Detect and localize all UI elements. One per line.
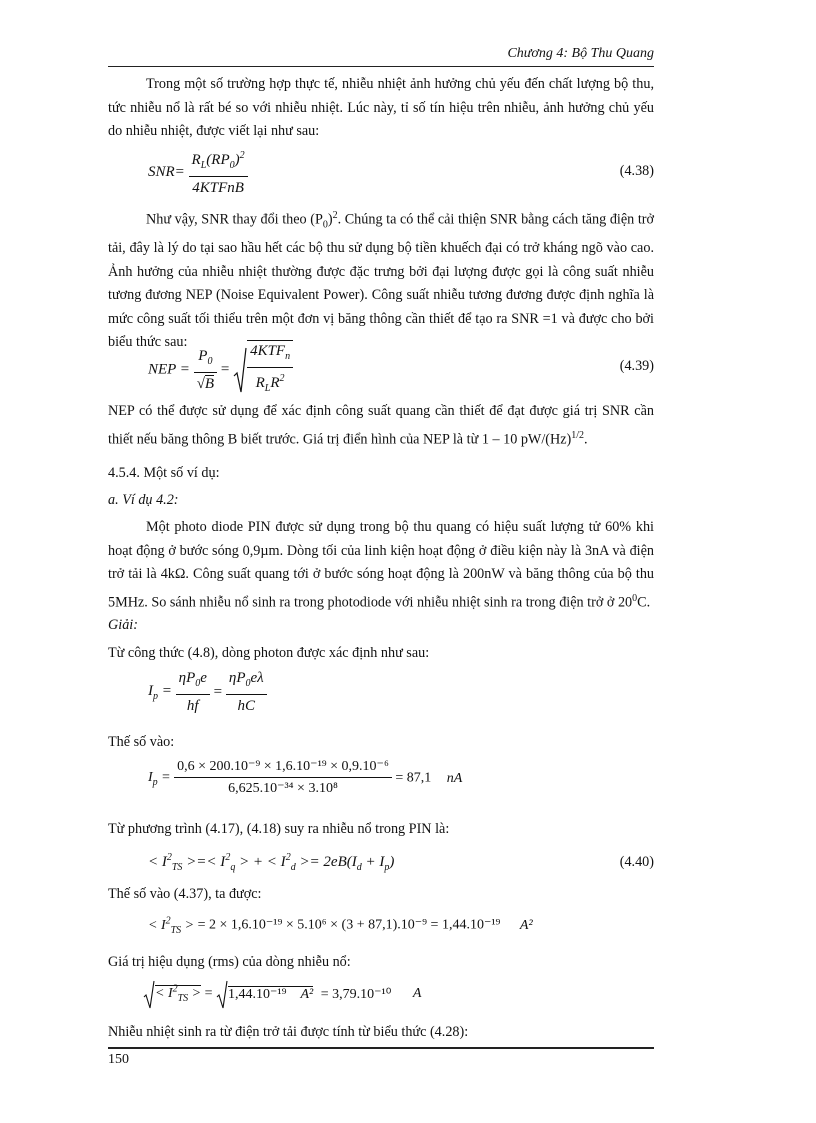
equation-4-40: < $I^2_{TS}$ >=< $I^2_q$ > + < $I^2_d >= 2eB(I_d + I_p)$ bbox=[148, 852, 395, 873]
example-heading: a. Ví dụ 4.2: bbox=[108, 492, 179, 508]
paragraph-example-statement: Một photo diode PIN được sử dụng trong bộ thu quang có hiệu suất lượng tử 60% khi hoạt động ở bước sóng 0,9µm. Dòng tối của linh kiện hoạt động ở điều kiện này là 3nA và điện trở tải là 4kΩ. Công suất quang tới ở bước sóng hoạt động là 200nW và băng thông của bộ thu 5MHz. So sánh nhiễu nổ sinh ra trong photodiode với nhiễu nhiệt sinh ra trong điện trở ở $20^0C$. bbox=[108, 519, 654, 611]
solution-line-1: Từ công thức (4.8), dòng photon được xác định như sau: bbox=[108, 645, 430, 661]
equation-label-4-38: (4.38) bbox=[619, 163, 654, 179]
solution-line-6: Nhiễu nhiệt sinh ra từ điện trở tải được tính từ biểu thức (4.28): bbox=[108, 1024, 469, 1040]
solution-line-3: Từ phương trình (4.17), (4.18) suy ra nhiễu nổ trong PIN là: bbox=[108, 821, 450, 837]
equation-4-39: NEP = $\frac{P_0}{√B}$ = $\frac{4KTF_n}{R_LR^2}$ bbox=[148, 340, 293, 400]
header-rule bbox=[108, 66, 654, 67]
paragraph-thermal-noise: Trong một số trường hợp thực tế, nhiễu nhiệt ảnh hưởng chủ yếu đến chất lượng bộ thu, tức nhiễu nổ là rất bé so với nhiễu nhiệt. Lúc này, tỉ số tín hiệu trên nhiễu, ảnh hưởng chủ yếu do nhiễu nhiệt, được viết lại như sau: bbox=[108, 76, 654, 139]
equation-photocurrent: $I_p$ = $\frac{\eta P_0e}{hf}$ = $\frac{\eta P_0e\lambda}{hC}$ bbox=[148, 668, 267, 717]
paragraph-nep-definition: Như vậy, SNR thay đổi theo $(P_0)^2$. Chúng ta có thể cải thiện SNR bằng cách tăng điện trở tải, đây là lý do tại sao hầu hết các bộ thu sử dụng bộ tiền khuếch đại có trở kháng ngõ vào cao. Ảnh hưởng của nhiễu nhiệt thường được đặc trưng bởi đại lượng được gọi là công suất nhiễu tương đương NEP (Noise Equivalent Power). Công suất nhiễu tương đương được định nghĩa là mức công suất tối thiểu trên một đơn vị băng thông cần thiết để tạo ra SNR =1 và được cho bởi biểu thức sau: bbox=[108, 210, 655, 351]
equation-label-4-40: (4.40) bbox=[619, 854, 654, 870]
solution-line-2: Thế số vào: bbox=[108, 734, 175, 750]
solution-heading: Giải: bbox=[108, 617, 138, 633]
footer-rule bbox=[108, 1047, 654, 1049]
equation-rms-value: < $I^2_{TS}$ > = 1,44.10⁻¹⁹ A² = 3,79.10⁻¹⁰ A bbox=[143, 979, 421, 1009]
sqrt-sign-icon bbox=[233, 346, 247, 394]
equation-label-4-39: (4.39) bbox=[619, 358, 654, 374]
paragraph-nep-use: NEP có thể được sử dụng để xác định công suất quang cần thiết để đạt được giá trị SNR cần thiết nếu băng thông B biết trước. Giá trị điển hình của NEP là từ 1 – 10 $pW/(Hz)^{1/2}$. bbox=[108, 403, 654, 448]
page-number: 150 bbox=[108, 1052, 129, 1067]
solution-line-4: Thế số vào (4.37), ta được: bbox=[108, 886, 262, 902]
section-heading: 4.5.4. Một số ví dụ: bbox=[108, 465, 220, 481]
sqrt-sign-icon bbox=[143, 979, 155, 1009]
running-header: Chương 4: Bộ Thu Quang bbox=[507, 46, 654, 61]
equation-4-38: SNR= $\frac{R_L(RP_0)^2}{\text{4KTFnB}}$ bbox=[148, 146, 248, 199]
equation-photocurrent-value: $I_p$ = $\frac{\text{0,6 × 200.10⁻⁹ × 1,6.10⁻¹⁹ × 0,9.10⁻⁶}}{\text{6,625.10⁻³⁴ × 3.10⁸}}$ = 87,1 nA bbox=[148, 759, 463, 796]
equation-shot-noise-value: < $I^2_{TS}$ > = 2 × 1,6.10⁻¹⁹ × 5.10⁶ × (3 + 87,1).10⁻⁹ = 1,44.10⁻¹⁹ A² bbox=[148, 915, 533, 936]
solution-line-5: Giá trị hiệu dụng (rms) của dòng nhiễu nổ: bbox=[108, 954, 351, 970]
sqrt-sign-icon bbox=[216, 979, 228, 1009]
